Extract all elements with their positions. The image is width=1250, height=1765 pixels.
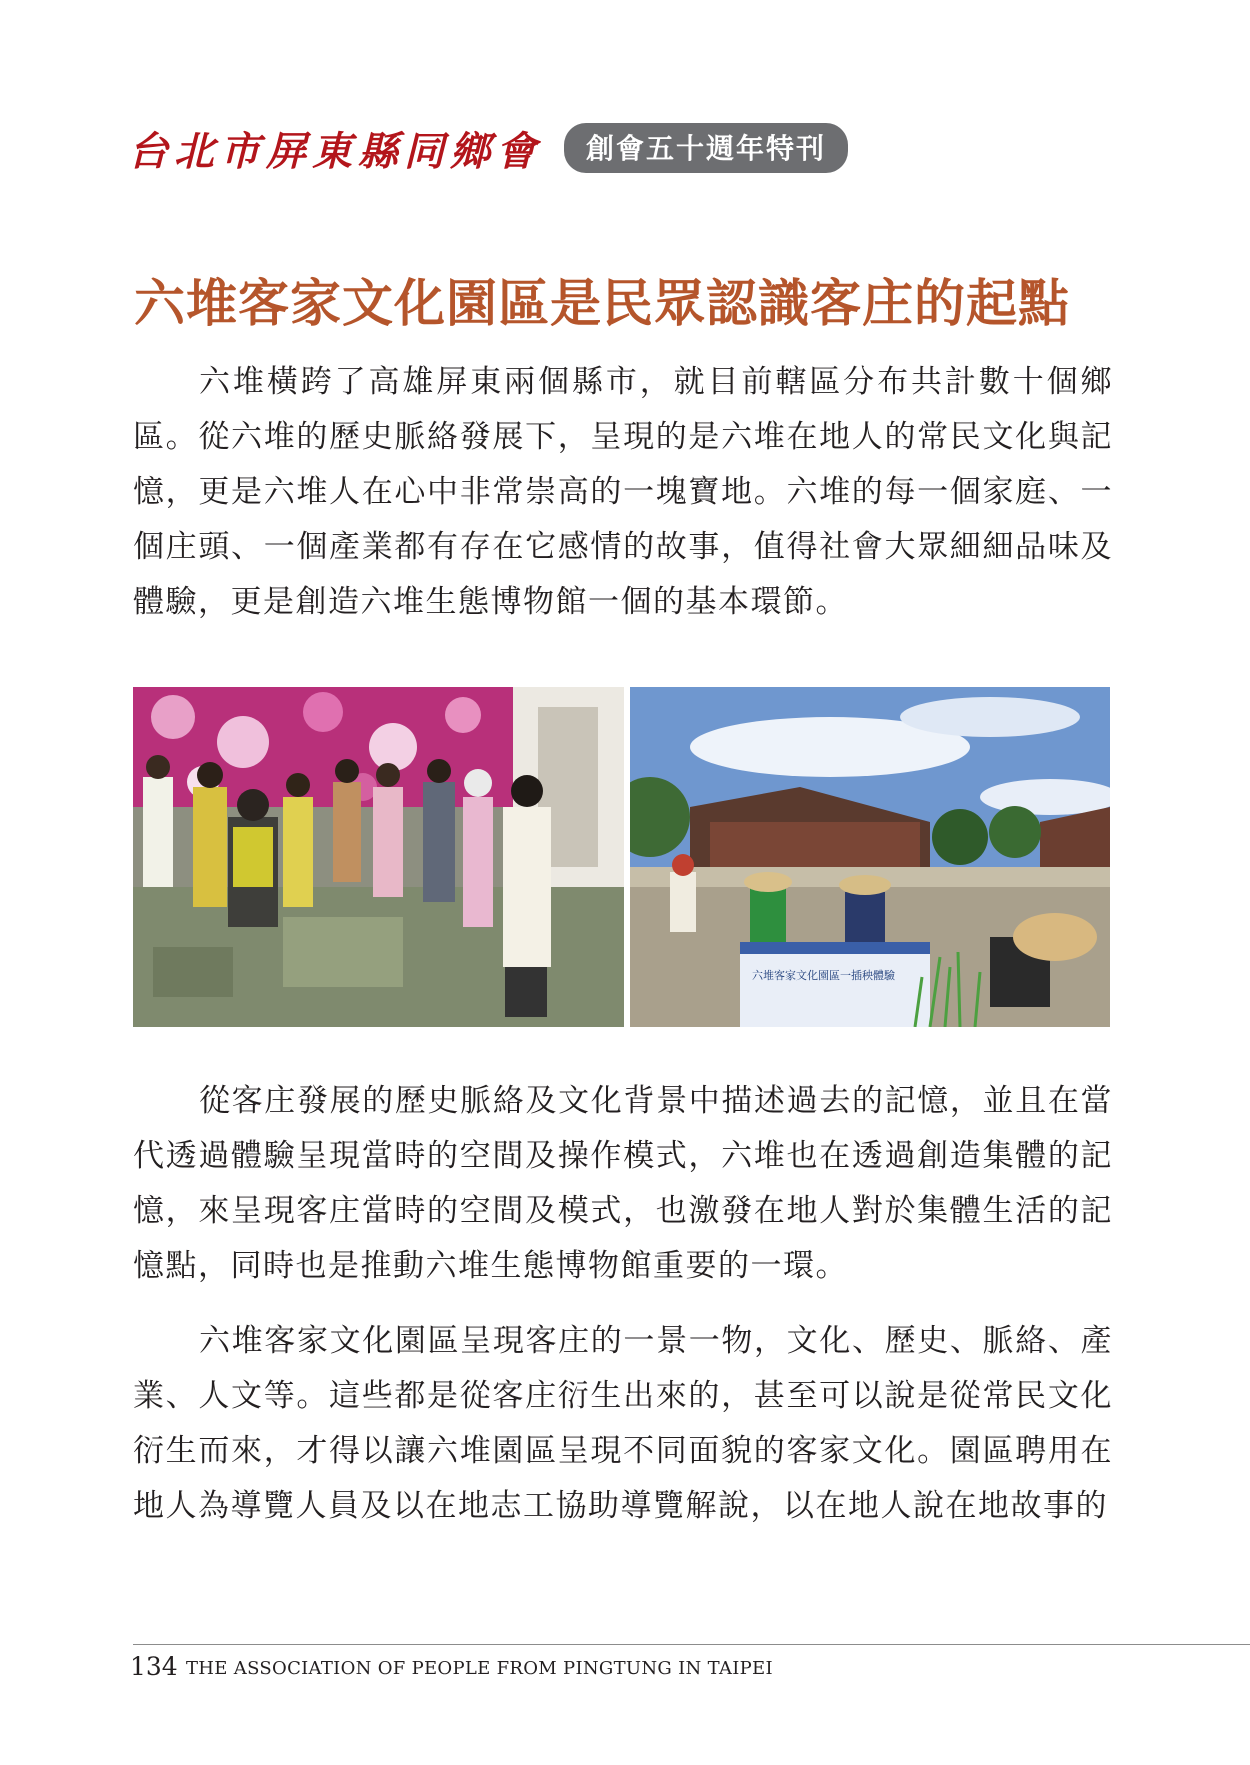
paragraph-1: 六堆橫跨了高雄屏東兩個縣市，就目前轄區分布共計數十個鄉區。從六堆的歷史脈絡發展下，呈現的是六堆在地人的常民文化與記憶，更是六堆人在心中非常崇高的一塊寶地。六堆的每一個家庭、一個庄頭、一個產業都有存在它感情的故事，值得社會大眾細細品味及體驗，更是創造六堆生態博物館一個的基本環節。 (133, 364, 1113, 620)
photo-guided-tour (133, 687, 624, 1027)
paragraph-3: 六堆客家文化園區呈現客庄的一景一物，文化、歷史、脈絡、產業、人文等。這些都是從客庄衍生出來的，甚至可以說是從常民文化衍生而來，才得以讓六堆園區呈現不同面貌的客家文化。園區聘用在地人為導覽人員及以在地志工協助導覽解說，以在地人說在地故事的 (133, 1323, 1113, 1524)
rice-planting-illustration (630, 687, 1110, 1027)
article-title: 六堆客家文化園區是民眾認識客庄的起點 (134, 275, 1071, 334)
sign-text: 六堆客家文化園區一插秧體驗 (752, 969, 895, 982)
page-number: 134 (130, 1652, 178, 1681)
photo-rice-planting (630, 687, 1110, 1027)
anniversary-badge: 創會五十週年特刊 (564, 123, 848, 173)
association-logo-text: 台北市屏東縣同鄉會 (128, 127, 542, 175)
page-header (128, 122, 848, 174)
guided-tour-illustration (133, 687, 624, 1027)
paragraph-2: 從客庄發展的歷史脈絡及文化背景中描述過去的記憶，並且在當代透過體驗呈現當時的空間及操作模式，六堆也在透過創造集體的記憶，來呈現客庄當時的空間及模式，也激發在地人對於集體生活的記憶點，同時也是推動六堆生態博物館重要的一環。 (133, 1083, 1113, 1284)
footer-publication-name: THE ASSOCIATION OF PEOPLE FROM PINGTUNG IN TAIPEI (186, 1658, 773, 1679)
footer-divider (133, 1644, 1250, 1645)
